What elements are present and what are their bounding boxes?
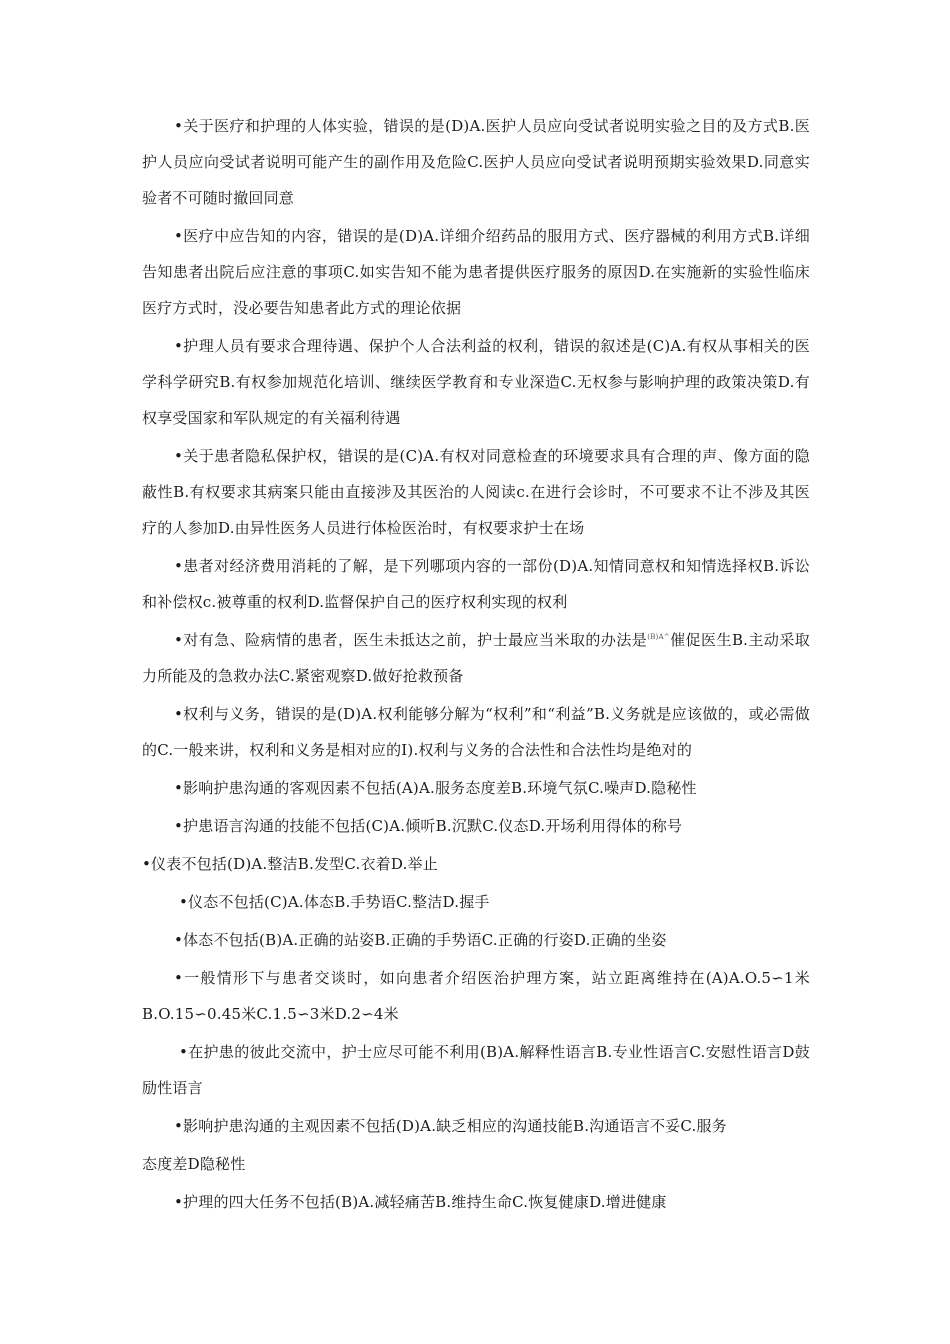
question-6	[142, 622, 810, 694]
question-16: •护理的四大任务不包括(B)A.减轻痛苦B.维持生命C.恢复健康D.增进健康	[174, 1193, 667, 1211]
question-15-continuation: 态度差D隐秘性	[142, 1155, 246, 1173]
document-page	[142, 108, 810, 1222]
question-7: •权利与义务，错误的是(D)A.权利能够分解为“权利”和“利益”B.义务就是应该做的，或必需做的C.一般来讲，权利和义务是相对应的I).权利与义务的合法性和合法性均是绝对的	[142, 705, 810, 759]
question-3: •护理人员有要求合理待遇、保护个人合法利益的权利，错误的叙述是(C)A.有权从事相关的医学科学研究B.有权参加规范化培训、继续医学教育和专业深造C.无权参与影响护理的政策决策D.有权享受国家和军队规定的有关福利待遇	[142, 337, 810, 427]
question-4: •关于患者隐私保护权，错误的是(C)A.有权对同意检查的环境要求具有合理的声、像方面的隐蔽性B.有权要求其病案只能由直接涉及其医治的人阅读c.在进行会诊时，不可要求不让不涉及其医疗的人参加D.由异性医务人员进行体检医治时，有权要求护士在场	[142, 447, 810, 537]
question-15: •影响护患沟通的主观因素不包括(D)A.缺乏相应的沟通技能B.沟通语言不妥C.服务	[174, 1117, 727, 1135]
question-13: •一般情形下与患者交谈时，如向患者介绍医治护理方案，站立距离维持在(A)A.O.5∽1米B.O.15∽0.45米C.1.5∽3米D.2∽4米	[142, 969, 810, 1023]
question-14: •在护患的彼此交流中，护士应尽可能不利用(B)A.解释性语言B.专业性语言C.安慰性语言D鼓励性语言	[142, 1043, 810, 1097]
question-5: •患者对经济费用消耗的了解，是下列哪项内容的一部份(D)A.知情同意权和知情选择权B.诉讼和补偿权c.被尊重的权利D.监督保护自己的医疗权利实现的权利	[142, 557, 810, 611]
question-2: •医疗中应告知的内容，错误的是(D)A.详细介绍药品的服用方式、医疗器械的利用方式B.详细告知患者出院后应注意的事项C.如实告知不能为患者提供医疗服务的原因D.在实施新的实验性临床医疗方式时，没必要告知患者此方式的理论依据	[142, 227, 810, 317]
question-6-text-after: 催促医生B.主动采取力所能及的急救办法C.紧密观察D.做好抢救预备	[142, 631, 810, 685]
question-1: •关于医疗和护理的人体实验，错误的是(D)A.医护人员应向受试者说明实验之目的及方式B.医护人员应向受试者说明可能产生的副作用及危险C.医护人员应向受试者说明预期实验效果D.同意实验者不可随时撤回同意	[142, 117, 810, 207]
question-10: •仪表不包括(D)A.整洁B.发型C.衣着D.举止	[142, 855, 438, 873]
question-6-superscript: (B)A^	[647, 633, 670, 641]
question-12: •体态不包括(B)A.正确的站姿B.正确的手势语C.正确的行姿D.正确的坐姿	[174, 931, 667, 949]
question-6-text-before: •对有急、险病情的患者，医生未抵达之前，护士最应当米取的办法是	[174, 631, 648, 649]
question-9: •护患语言沟通的技能不包括(C)A.倾听B.沉默C.仪态D.开场利用得体的称号	[174, 817, 683, 835]
question-8: •影响护患沟通的客观因素不包括(A)A.服务态度差B.环境气氛C.噪声D.隐秘性	[174, 779, 697, 797]
question-11: •仪态不包括(C)A.体态B.手势语C.整洁D.握手	[179, 893, 490, 911]
